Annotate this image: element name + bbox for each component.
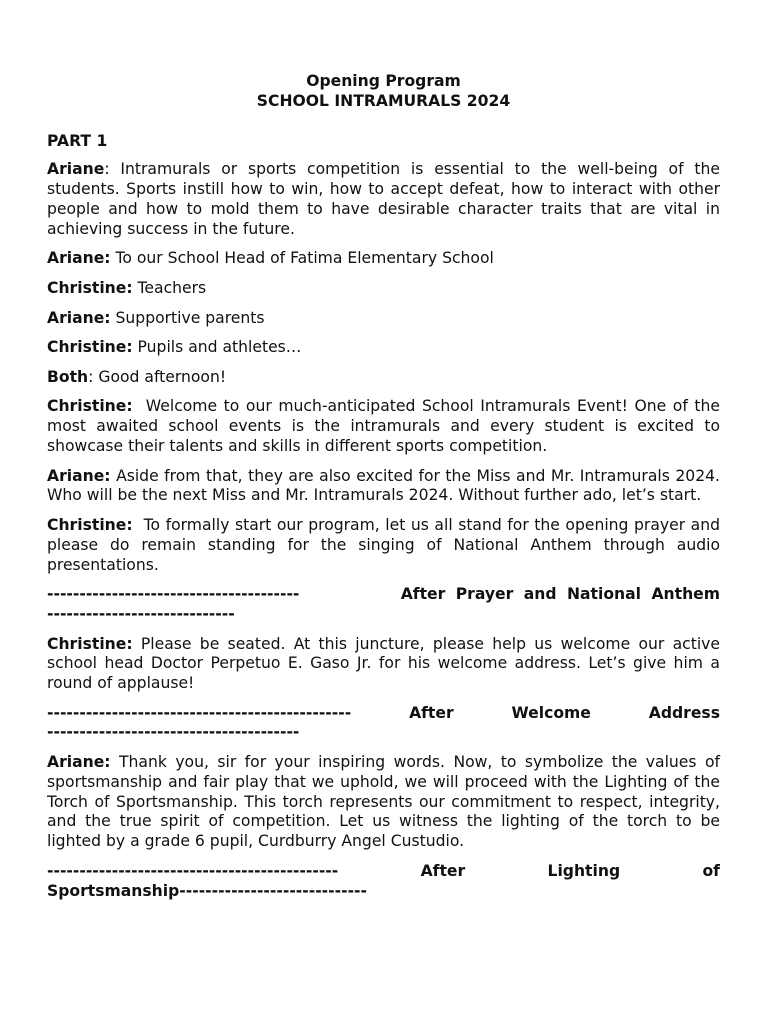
script-line — [47, 753, 720, 852]
speaker: Christine: — [47, 515, 133, 534]
separator-label: After Prayer and National Anthem — [400, 585, 720, 604]
speaker: Ariane: — [47, 466, 111, 485]
dialogue: Intramurals or sports competition is essential to the well-being of the students. Sports instill how to win, how to accept defeat, how to interact with other people and how to mold them to have desirable character traits that are vital in achieving success in the future. — [47, 160, 720, 238]
document-title: Opening Program — [306, 72, 461, 90]
separator-welcome-address — [47, 704, 720, 744]
separator-word: After — [409, 703, 454, 722]
speaker: Both — [47, 367, 89, 386]
separator-lighting — [47, 862, 720, 902]
spacer — [133, 635, 141, 653]
separator-word: Lighting — [547, 861, 621, 880]
separator-dashes: ----------------------------------------------- — [47, 703, 352, 722]
script-line — [47, 516, 720, 575]
spacer — [133, 397, 146, 415]
speaker: Ariane: — [47, 753, 111, 772]
script-line — [47, 279, 720, 299]
speaker: Ariane — [47, 160, 105, 179]
separator-word: Address — [648, 703, 720, 722]
dialogue: To our School Head of Fatima Elementary School — [115, 249, 494, 268]
separator-label: Sportsmanship----------------------------- — [47, 881, 367, 900]
spacer: : — [104, 160, 121, 179]
script-line — [47, 397, 720, 456]
spacer: : — [88, 367, 99, 386]
separator-dashes: --------------------------------------- — [47, 723, 300, 742]
separator-word: of — [702, 861, 720, 880]
document-page — [47, 72, 720, 911]
separator-dashes: --------------------------------------- — [47, 585, 300, 604]
script-line — [47, 467, 720, 507]
separator-dashes: --------------------------------------------- — [47, 861, 339, 880]
script-line — [47, 309, 720, 329]
spacer — [133, 516, 144, 534]
speaker: Ariane: — [47, 308, 111, 327]
spacer — [111, 753, 119, 771]
speaker: Ariane: — [47, 249, 111, 268]
speaker: Christine: — [47, 338, 133, 357]
part-heading: PART 1 — [47, 131, 108, 150]
dialogue: Thank you, sir for your inspiring words. Now, to symbolize the values of sportsmanship and fair play that we uphold, we will proceed with the Lighting of the Torch of Sportsmanship. This torch represents our commitment to respect, integrity, and the true spirit of competition. Let us witness the lighting of the torch to be lighted by a grade 6 pupil, Curdburry Angel Custudio. — [47, 753, 720, 851]
separator-prayer-anthem — [47, 585, 720, 625]
dialogue: To formally start our program, let us all stand for the opening prayer and please do remain standing for the singing of National Anthem through audio presentations. — [47, 515, 720, 574]
script-line — [47, 160, 720, 239]
script-line — [47, 338, 720, 358]
dialogue: Supportive parents — [115, 308, 265, 327]
dialogue: Welcome to our much-anticipated School Intramurals Event! One of the most awaited school events is the intramurals and every student is excited to showcase their talents and skills in different sports competition. — [47, 397, 721, 455]
dialogue: Good afternoon! — [98, 367, 227, 386]
dialogue: Teachers — [137, 278, 207, 297]
speaker: Christine: — [47, 278, 133, 297]
dialogue: Please be seated. At this juncture, please help us welcome our active school head Doctor Perpetuo E. Gaso Jr. for his welcome address. Let’s give him a round of applause! — [47, 634, 720, 693]
speaker: Christine: — [47, 397, 133, 416]
separator-word: Welcome — [511, 703, 591, 722]
script-line — [47, 368, 720, 388]
speaker: Christine: — [47, 634, 133, 653]
script-line — [47, 635, 720, 694]
separator-word: After — [420, 861, 466, 880]
script-line — [47, 249, 720, 269]
separator-dashes: ----------------------------- — [47, 604, 235, 623]
document-subtitle: SCHOOL INTRAMURALS 2024 — [256, 91, 511, 110]
dialogue: Pupils and athletes… — [137, 338, 302, 357]
dialogue: Aside from that, they are also excited for the Miss and Mr. Intramurals 2024. Who will be the next Miss and Mr. Intramurals 2024. Without further ado, let’s start. — [47, 466, 720, 505]
